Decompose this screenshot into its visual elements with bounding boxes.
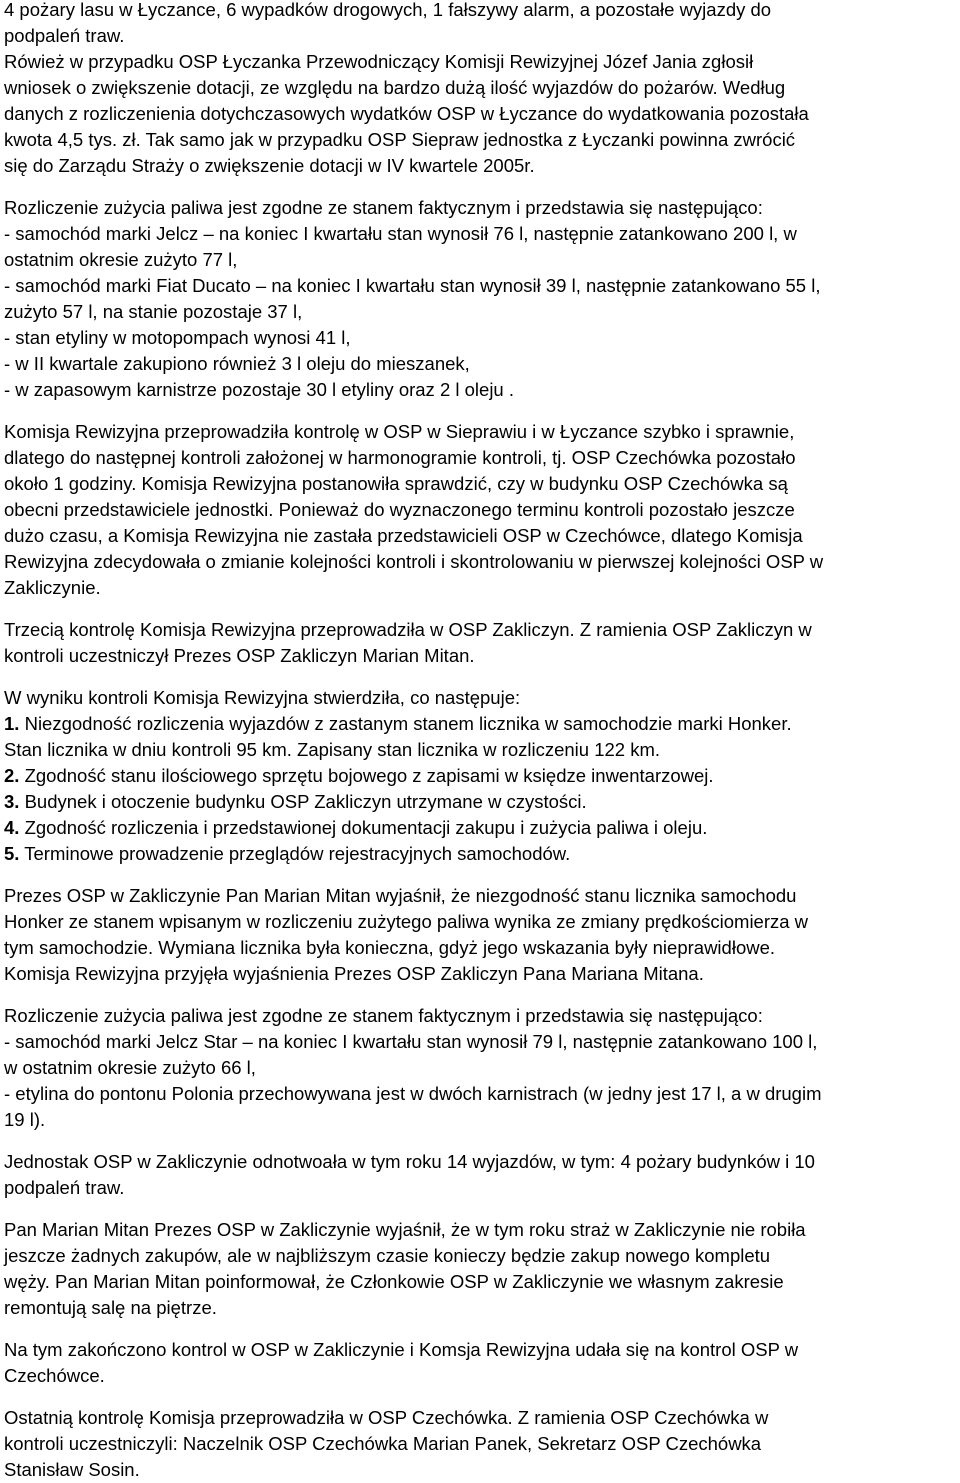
finding-item bbox=[4, 789, 953, 815]
paragraph-third-control bbox=[4, 617, 953, 669]
paragraph-fuel-settlement-lyczanka bbox=[4, 195, 953, 403]
text-line: jeszcze żadnych zakupów, ale w najbliższym czasie konieczy będzie zakup nowego kompletu bbox=[4, 1245, 771, 1266]
text-line: Prezes OSP w Zakliczynie Pan Marian Mitan wyjaśnił, że niezgodność stanu licznika samochodu bbox=[4, 885, 797, 906]
text-line: Na tym zakończono kontrol w OSP w Zakliczynie i Komsja Rewizyjna udała się na kontrol OSP w bbox=[4, 1339, 799, 1360]
text-line: Zakliczynie. bbox=[4, 577, 101, 598]
finding-text: Niezgodność rozliczenia wyjazdów z zastanym stanem licznika w samochodzie marki Honker. bbox=[24, 713, 792, 734]
text-line bbox=[4, 841, 953, 867]
text-line bbox=[4, 815, 953, 841]
text-line: - w zapasowym karnistrze pozostaje 30 l etyliny oraz 2 l oleju . bbox=[4, 379, 514, 400]
paragraph-control-findings bbox=[4, 685, 953, 867]
text-line: - etylina do pontonu Polonia przechowywana jest w dwóch karnistrach (w jedny jest 17 l, a w drugim bbox=[4, 1083, 822, 1104]
text-line: podpaleń traw. bbox=[4, 1177, 125, 1198]
finding-text: Terminowe prowadzenie przeglądów rejestracyjnych samochodów. bbox=[24, 843, 571, 864]
text-line: Rozliczenie zużycia paliwa jest zgodne ze stanem faktycznym i przedstawia się następująco: bbox=[4, 1005, 763, 1026]
text-line: Stanisław Sosin. bbox=[4, 1459, 140, 1480]
text-line: Rewizyjna zdecydowała o zmianie kolejności kontroli i skontrolowaniu w pierwszej kolejności OSP w bbox=[4, 551, 824, 572]
paragraph-last-control bbox=[4, 1405, 953, 1483]
findings-list bbox=[4, 711, 953, 867]
paragraph-end-zakliczyn-control bbox=[4, 1337, 953, 1389]
paragraph-control-order-change bbox=[4, 419, 953, 601]
paragraph-fire-stats-lyczanka bbox=[4, 0, 953, 179]
paragraph-fuel-settlement-zakliczyn bbox=[4, 1003, 953, 1133]
text-line bbox=[4, 763, 953, 789]
finding-item bbox=[4, 763, 953, 789]
finding-number: 2. bbox=[4, 765, 20, 786]
text-line: około 1 godziny. Komisja Rewizyjna postanowiła sprawdzić, czy w budynku OSP Czechówka są bbox=[4, 473, 788, 494]
finding-text: Zgodność rozliczenia i przedstawionej dokumentacji zakupu i zużycia paliwa i oleju. bbox=[24, 817, 708, 838]
text-line: Stan licznika w dniu kontroli 95 km. Zapisany stan licznika w rozliczeniu 122 km. bbox=[4, 739, 661, 760]
text-line: węży. Pan Marian Mitan poinformował, że Członkowie OSP w Zakliczynie we własnym zakresie bbox=[4, 1271, 784, 1292]
text-line: - samochód marki Jelcz Star – na koniec I kwartału stan wynosił 79 l, następnie zatankowano 100 l, bbox=[4, 1031, 818, 1052]
text-line: Rozliczenie zużycia paliwa jest zgodne ze stanem faktycznym i przedstawia się następująco: bbox=[4, 197, 763, 218]
paragraph-zakliczyn-callouts bbox=[4, 1149, 953, 1201]
finding-number: 3. bbox=[4, 791, 20, 812]
text-line: zużyto 57 l, na stanie pozostaje 37 l, bbox=[4, 301, 303, 322]
text-line: ostatnim okresie zużyto 77 l, bbox=[4, 249, 238, 270]
text-line: obecni przedstawiciele jednostki. Ponieważ do wyznaczonego terminu kontroli pozostało jeszcze bbox=[4, 499, 795, 520]
text-line: tym samochodzie. Wymiana licznika była konieczna, gdyż jego wskazania były nieprawidłowe. bbox=[4, 937, 776, 958]
text-line: - stan etyliny w motopompach wynosi 41 l, bbox=[4, 327, 351, 348]
paragraph-purchases bbox=[4, 1217, 953, 1321]
text-line bbox=[4, 789, 953, 815]
text-line: 19 l). bbox=[4, 1109, 46, 1130]
text-line: Ostatnią kontrolę Komisja przeprowadziła w OSP Czechówka. Z ramienia OSP Czechówka w bbox=[4, 1407, 769, 1428]
text-line: 4 pożary lasu w Łyczance, 6 wypadków drogowych, 1 fałszywy alarm, a pozostałe wyjazdy do bbox=[4, 0, 772, 20]
text-line: Pan Marian Mitan Prezes OSP w Zakliczynie wyjaśnił, że w tym roku straż w Zakliczynie nie robiła bbox=[4, 1219, 806, 1240]
text-line: kontroli uczestniczyli: Naczelnik OSP Czechówka Marian Panek, Sekretarz OSP Czechówka bbox=[4, 1433, 762, 1454]
text-line: Honker ze stanem wpisanym w rozliczeniu zużytego paliwa wynika ze zmiany prędkościomierza w bbox=[4, 911, 809, 932]
text-line: kontroli uczestniczył Prezes OSP Zakliczyn Marian Mitan. bbox=[4, 645, 475, 666]
text-line: kwota 4,5 tys. zł. Tak samo jak w przypadku OSP Siepraw jednostka z Łyczanki powinna zwrócić bbox=[4, 129, 796, 150]
finding-number: 1. bbox=[4, 713, 20, 734]
findings-intro: W wyniku kontroli Komisja Rewizyjna stwierdziła, co następuje: bbox=[4, 687, 521, 708]
finding-item bbox=[4, 711, 953, 763]
finding-text: Zgodność stanu ilościowego sprzętu bojowego z zapisami w księdze inwentarzowej. bbox=[24, 765, 714, 786]
text-line: Czechówce. bbox=[4, 1365, 105, 1386]
text-line: Trzecią kontrolę Komisja Rewizyjna przeprowadziła w OSP Zakliczyn. Z ramienia OSP Zakliczyn w bbox=[4, 619, 812, 640]
text-line: - samochód marki Jelcz – na koniec I kwartału stan wynosił 76 l, następnie zatankowano 200 l, w bbox=[4, 223, 797, 244]
text-line: Jednostak OSP w Zakliczynie odnotwoała w tym roku 14 wyjazdów, w tym: 4 pożary budynków i 10 bbox=[4, 1151, 815, 1172]
finding-item bbox=[4, 815, 953, 841]
text-line: dlatego do następnej kontroli założonej w harmonogramie kontroli, tj. OSP Czechówka pozostało bbox=[4, 447, 796, 468]
text-line: podpaleń traw. bbox=[4, 25, 125, 46]
finding-number: 4. bbox=[4, 817, 20, 838]
text-line: - samochód marki Fiat Ducato – na koniec I kwartału stan wynosił 39 l, następnie zatankowano 55 l, bbox=[4, 275, 821, 296]
text-line bbox=[4, 711, 953, 737]
text-line: w ostatnim okresie zużyto 66 l, bbox=[4, 1057, 256, 1078]
finding-number: 5. bbox=[4, 843, 20, 864]
text-line: się do Zarządu Straży o zwiększenie dotacji w IV kwartele 2005r. bbox=[4, 155, 535, 176]
finding-text: Budynek i otoczenie budynku OSP Zakliczyn utrzymane w czystości. bbox=[24, 791, 587, 812]
text-line: Komisja Rewizyjna przyjęła wyjaśnienia Prezes OSP Zakliczyn Pana Mariana Mitana. bbox=[4, 963, 704, 984]
text-line: remontują salę na piętrze. bbox=[4, 1297, 217, 1318]
text-line: danych z rozliczenienia dotychczasowych wydatków OSP w Łyczance do wydatkowania pozostała bbox=[4, 103, 809, 124]
text-line: Rówież w przypadku OSP Łyczanka Przewodniczący Komisji Rewizyjnej Józef Jania zgłosił bbox=[4, 51, 754, 72]
text-line: wniosek o zwiększenie dotacji, ze względu na bardzo dużą ilość wyjazdów do pożarów. Według bbox=[4, 77, 786, 98]
finding-item bbox=[4, 841, 953, 867]
text-line: dużo czasu, a Komisja Rewizyjna nie zastała przedstawicieli OSP w Czechówce, dlatego Komisja bbox=[4, 525, 803, 546]
text-line: - w II kwartale zakupiono również 3 l oleju do mieszanek, bbox=[4, 353, 470, 374]
text-line: Komisja Rewizyjna przeprowadziła kontrolę w OSP w Sieprawiu i w Łyczance szybko i sprawnie, bbox=[4, 421, 795, 442]
paragraph-odometer-explanation bbox=[4, 883, 953, 987]
